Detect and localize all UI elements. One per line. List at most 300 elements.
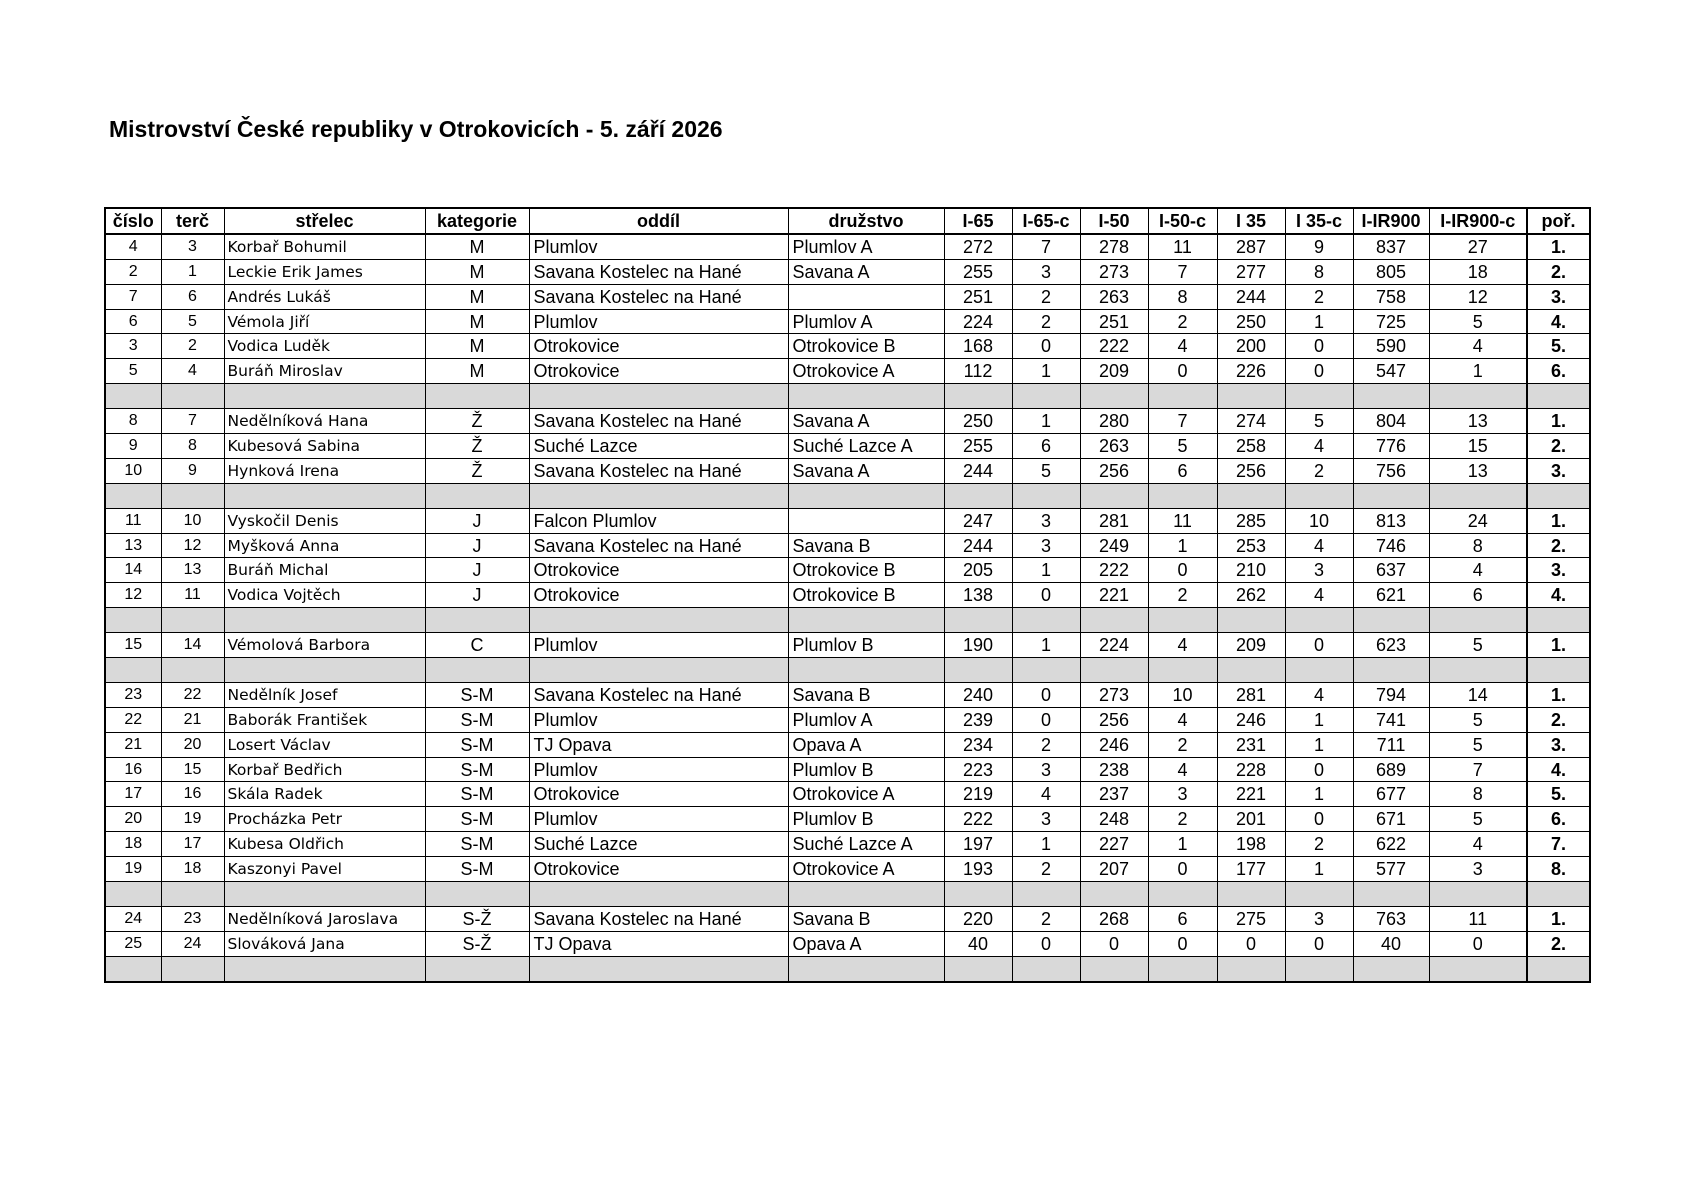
cell-poradi: 4. [1527, 757, 1590, 782]
col-header-ir900c: I-IR900-c [1429, 208, 1527, 234]
cell-i35: 209 [1217, 633, 1285, 658]
cell-i35: 275 [1217, 906, 1285, 931]
cell-cislo: 5 [105, 359, 161, 384]
cell-poradi: 1. [1527, 409, 1590, 434]
cell-i35c: 10 [1285, 508, 1353, 533]
cell-ir900: 794 [1353, 682, 1429, 707]
table-row [105, 807, 1590, 832]
cell-poradi: 8. [1527, 857, 1590, 882]
cell-cislo: 19 [105, 857, 161, 882]
separator-cell [1148, 658, 1217, 683]
cell-strelec: Procházka Petr [224, 807, 425, 832]
cell-druzstvo: Savana A [788, 259, 944, 284]
cell-kategorie: Ž [425, 434, 529, 459]
cell-poradi: 3. [1527, 284, 1590, 309]
cell-ir900: 590 [1353, 334, 1429, 359]
cell-poradi: 1. [1527, 633, 1590, 658]
cell-druzstvo: Suché Lazce A [788, 832, 944, 857]
separator-cell [529, 956, 788, 981]
cell-ir900c: 4 [1429, 334, 1527, 359]
cell-cislo: 8 [105, 409, 161, 434]
cell-kategorie: S-M [425, 707, 529, 732]
cell-cislo: 2 [105, 259, 161, 284]
cell-kategorie: C [425, 633, 529, 658]
cell-ir900c: 5 [1429, 807, 1527, 832]
cell-terc: 2 [161, 334, 224, 359]
cell-i65: 222 [944, 807, 1012, 832]
cell-i35c: 0 [1285, 931, 1353, 956]
cell-druzstvo: Plumlov A [788, 234, 944, 259]
cell-cislo: 12 [105, 583, 161, 608]
cell-poradi: 7. [1527, 832, 1590, 857]
separator-cell [1217, 956, 1285, 981]
table-row [105, 682, 1590, 707]
separator-cell [1012, 882, 1080, 907]
separator-cell [161, 384, 224, 409]
cell-i50c: 2 [1148, 309, 1217, 334]
cell-i65: 138 [944, 583, 1012, 608]
cell-cislo: 14 [105, 558, 161, 583]
col-header-i65c: I-65-c [1012, 208, 1080, 234]
table-row [105, 409, 1590, 434]
cell-i35: 250 [1217, 309, 1285, 334]
cell-i50c: 0 [1148, 857, 1217, 882]
separator-cell [1148, 882, 1217, 907]
cell-cislo: 23 [105, 682, 161, 707]
cell-strelec: Leckie Erik James [224, 259, 425, 284]
cell-poradi: 1. [1527, 234, 1590, 259]
cell-i65c: 2 [1012, 857, 1080, 882]
cell-kategorie: Ž [425, 409, 529, 434]
cell-i50c: 1 [1148, 533, 1217, 558]
separator-cell [1527, 882, 1590, 907]
separator-cell [1012, 956, 1080, 981]
cell-druzstvo: Otrokovice B [788, 558, 944, 583]
cell-i65c: 4 [1012, 782, 1080, 807]
col-header-i50c: I-50-c [1148, 208, 1217, 234]
separator-cell [1527, 483, 1590, 508]
separator-cell [1285, 882, 1353, 907]
cell-i50c: 4 [1148, 633, 1217, 658]
cell-poradi: 1. [1527, 682, 1590, 707]
cell-i50c: 8 [1148, 284, 1217, 309]
cell-ir900c: 4 [1429, 558, 1527, 583]
cell-terc: 21 [161, 707, 224, 732]
cell-terc: 14 [161, 633, 224, 658]
cell-ir900: 725 [1353, 309, 1429, 334]
cell-i50: 237 [1080, 782, 1148, 807]
cell-i65c: 1 [1012, 359, 1080, 384]
table-row [105, 757, 1590, 782]
cell-cislo: 9 [105, 434, 161, 459]
cell-poradi: 6. [1527, 807, 1590, 832]
cell-ir900: 689 [1353, 757, 1429, 782]
cell-ir900: 623 [1353, 633, 1429, 658]
cell-kategorie: J [425, 558, 529, 583]
cell-ir900c: 7 [1429, 757, 1527, 782]
cell-ir900c: 27 [1429, 234, 1527, 259]
cell-terc: 12 [161, 533, 224, 558]
cell-poradi: 5. [1527, 334, 1590, 359]
cell-terc: 19 [161, 807, 224, 832]
separator-cell [1285, 483, 1353, 508]
separator-cell [1285, 608, 1353, 633]
cell-i65c: 0 [1012, 334, 1080, 359]
cell-terc: 1 [161, 259, 224, 284]
cell-i50: 222 [1080, 334, 1148, 359]
cell-cislo: 15 [105, 633, 161, 658]
cell-strelec: Hynková Irena [224, 458, 425, 483]
table-row [105, 558, 1590, 583]
separator-cell [944, 956, 1012, 981]
cell-poradi: 2. [1527, 533, 1590, 558]
separator-cell [425, 608, 529, 633]
separator-cell [161, 483, 224, 508]
cell-ir900: 805 [1353, 259, 1429, 284]
cell-i35c: 0 [1285, 359, 1353, 384]
table-row [105, 259, 1590, 284]
cell-poradi: 3. [1527, 558, 1590, 583]
cell-i50c: 4 [1148, 707, 1217, 732]
separator-cell [529, 483, 788, 508]
separator-cell [529, 608, 788, 633]
separator-cell [161, 608, 224, 633]
cell-oddil: Otrokovice [529, 558, 788, 583]
cell-oddil: TJ Opava [529, 931, 788, 956]
separator-cell [1527, 608, 1590, 633]
separator-cell [788, 608, 944, 633]
cell-i35c: 0 [1285, 757, 1353, 782]
cell-poradi: 5. [1527, 782, 1590, 807]
table-row [105, 857, 1590, 882]
cell-i35: 226 [1217, 359, 1285, 384]
separator-cell [224, 608, 425, 633]
cell-strelec: Kubesa Oldřich [224, 832, 425, 857]
cell-poradi: 2. [1527, 434, 1590, 459]
category-separator-row [105, 658, 1590, 683]
cell-i65c: 2 [1012, 906, 1080, 931]
cell-i35: 274 [1217, 409, 1285, 434]
cell-druzstvo: Savana B [788, 682, 944, 707]
cell-cislo: 16 [105, 757, 161, 782]
cell-ir900c: 13 [1429, 458, 1527, 483]
cell-cislo: 10 [105, 458, 161, 483]
cell-i50c: 3 [1148, 782, 1217, 807]
cell-i35: 281 [1217, 682, 1285, 707]
col-header-i35c: I 35-c [1285, 208, 1353, 234]
cell-ir900c: 5 [1429, 309, 1527, 334]
cell-kategorie: S-M [425, 682, 529, 707]
cell-druzstvo: Savana B [788, 533, 944, 558]
cell-poradi: 3. [1527, 458, 1590, 483]
cell-i35c: 1 [1285, 707, 1353, 732]
cell-i35c: 0 [1285, 334, 1353, 359]
separator-cell [1012, 658, 1080, 683]
cell-i35: 200 [1217, 334, 1285, 359]
cell-oddil: Suché Lazce [529, 832, 788, 857]
separator-cell [1080, 384, 1148, 409]
separator-cell [788, 882, 944, 907]
cell-i65c: 3 [1012, 807, 1080, 832]
cell-strelec: Korbař Bedřich [224, 757, 425, 782]
cell-i35: 228 [1217, 757, 1285, 782]
separator-cell [1217, 658, 1285, 683]
col-header-kategorie: kategorie [425, 208, 529, 234]
cell-ir900: 756 [1353, 458, 1429, 483]
cell-cislo: 22 [105, 707, 161, 732]
col-header-ir900: I-IR900 [1353, 208, 1429, 234]
table-row [105, 906, 1590, 931]
cell-druzstvo: Savana A [788, 458, 944, 483]
separator-cell [1148, 384, 1217, 409]
table-row [105, 508, 1590, 533]
cell-strelec: Kaszonyi Pavel [224, 857, 425, 882]
cell-i65: 247 [944, 508, 1012, 533]
separator-cell [944, 882, 1012, 907]
separator-cell [1285, 956, 1353, 981]
cell-i35: 258 [1217, 434, 1285, 459]
cell-strelec: Nedělník Josef [224, 682, 425, 707]
cell-terc: 10 [161, 508, 224, 533]
cell-ir900c: 1 [1429, 359, 1527, 384]
cell-poradi: 2. [1527, 259, 1590, 284]
cell-cislo: 3 [105, 334, 161, 359]
cell-i50: 249 [1080, 533, 1148, 558]
cell-ir900: 758 [1353, 284, 1429, 309]
cell-i65c: 0 [1012, 583, 1080, 608]
cell-i65c: 1 [1012, 409, 1080, 434]
col-header-i65: I-65 [944, 208, 1012, 234]
cell-cislo: 4 [105, 234, 161, 259]
cell-cislo: 21 [105, 732, 161, 757]
cell-kategorie: S-M [425, 832, 529, 857]
cell-i35c: 1 [1285, 732, 1353, 757]
cell-ir900: 621 [1353, 583, 1429, 608]
cell-kategorie: S-Ž [425, 931, 529, 956]
separator-cell [1080, 956, 1148, 981]
cell-terc: 18 [161, 857, 224, 882]
cell-i65c: 2 [1012, 732, 1080, 757]
cell-i50: 227 [1080, 832, 1148, 857]
cell-ir900: 813 [1353, 508, 1429, 533]
separator-cell [161, 956, 224, 981]
cell-oddil: Otrokovice [529, 782, 788, 807]
cell-i50: 273 [1080, 682, 1148, 707]
separator-cell [1080, 608, 1148, 633]
cell-i65: 251 [944, 284, 1012, 309]
cell-i50: 0 [1080, 931, 1148, 956]
cell-i50: 246 [1080, 732, 1148, 757]
cell-i65c: 3 [1012, 533, 1080, 558]
cell-i35: 244 [1217, 284, 1285, 309]
separator-cell [1353, 483, 1429, 508]
table-row [105, 434, 1590, 459]
cell-i65: 223 [944, 757, 1012, 782]
separator-cell [1353, 882, 1429, 907]
category-separator-row [105, 483, 1590, 508]
cell-i65: 244 [944, 458, 1012, 483]
cell-terc: 11 [161, 583, 224, 608]
cell-poradi: 2. [1527, 707, 1590, 732]
cell-strelec: Nedělníková Hana [224, 409, 425, 434]
cell-ir900c: 5 [1429, 633, 1527, 658]
cell-ir900c: 14 [1429, 682, 1527, 707]
cell-i65: 272 [944, 234, 1012, 259]
separator-cell [944, 608, 1012, 633]
separator-cell [944, 384, 1012, 409]
cell-kategorie: S-M [425, 807, 529, 832]
table-row [105, 707, 1590, 732]
cell-i50c: 2 [1148, 807, 1217, 832]
cell-i65: 219 [944, 782, 1012, 807]
table-row [105, 931, 1590, 956]
cell-oddil: Otrokovice [529, 583, 788, 608]
cell-i65c: 1 [1012, 633, 1080, 658]
cell-cislo: 25 [105, 931, 161, 956]
cell-i35: 201 [1217, 807, 1285, 832]
cell-ir900c: 6 [1429, 583, 1527, 608]
cell-cislo: 11 [105, 508, 161, 533]
cell-i50c: 6 [1148, 458, 1217, 483]
cell-strelec: Buráň Miroslav [224, 359, 425, 384]
cell-i35: 256 [1217, 458, 1285, 483]
cell-poradi: 1. [1527, 906, 1590, 931]
table-row [105, 533, 1590, 558]
cell-ir900: 746 [1353, 533, 1429, 558]
separator-cell [1353, 658, 1429, 683]
cell-i50c: 2 [1148, 583, 1217, 608]
cell-druzstvo: Plumlov B [788, 757, 944, 782]
cell-druzstvo [788, 284, 944, 309]
cell-poradi: 4. [1527, 583, 1590, 608]
cell-cislo: 6 [105, 309, 161, 334]
separator-cell [944, 658, 1012, 683]
cell-ir900: 741 [1353, 707, 1429, 732]
cell-ir900c: 8 [1429, 782, 1527, 807]
cell-i65c: 1 [1012, 832, 1080, 857]
separator-cell [1429, 483, 1527, 508]
cell-i50: 207 [1080, 857, 1148, 882]
separator-cell [224, 483, 425, 508]
separator-cell [1012, 608, 1080, 633]
separator-cell [1285, 384, 1353, 409]
page-title: Mistrovství České republiky v Otrokovicích - 5. září 2026 [109, 116, 723, 142]
cell-i65c: 2 [1012, 309, 1080, 334]
cell-poradi: 4. [1527, 309, 1590, 334]
cell-strelec: Vyskočil Denis [224, 508, 425, 533]
cell-terc: 23 [161, 906, 224, 931]
cell-strelec: Nedělníková Jaroslava [224, 906, 425, 931]
cell-poradi: 2. [1527, 931, 1590, 956]
cell-terc: 5 [161, 309, 224, 334]
cell-kategorie: S-M [425, 757, 529, 782]
cell-druzstvo: Opava A [788, 732, 944, 757]
cell-druzstvo: Plumlov B [788, 807, 944, 832]
cell-kategorie: S-M [425, 857, 529, 882]
cell-i50c: 4 [1148, 757, 1217, 782]
cell-i35: 277 [1217, 259, 1285, 284]
separator-cell [224, 882, 425, 907]
separator-cell [1012, 384, 1080, 409]
separator-cell [105, 956, 161, 981]
separator-cell [788, 483, 944, 508]
cell-i35: 177 [1217, 857, 1285, 882]
cell-ir900c: 4 [1429, 832, 1527, 857]
cell-ir900: 671 [1353, 807, 1429, 832]
table-row [105, 732, 1590, 757]
cell-oddil: Suché Lazce [529, 434, 788, 459]
cell-i35c: 4 [1285, 583, 1353, 608]
cell-kategorie: M [425, 334, 529, 359]
cell-i35: 262 [1217, 583, 1285, 608]
cell-druzstvo: Plumlov A [788, 309, 944, 334]
cell-i50: 263 [1080, 434, 1148, 459]
cell-terc: 7 [161, 409, 224, 434]
cell-oddil: Falcon Plumlov [529, 508, 788, 533]
col-header-druzstvo: družstvo [788, 208, 944, 234]
cell-ir900: 837 [1353, 234, 1429, 259]
col-header-terc: terč [161, 208, 224, 234]
cell-i65c: 5 [1012, 458, 1080, 483]
cell-i35c: 4 [1285, 682, 1353, 707]
separator-cell [105, 483, 161, 508]
cell-i50: 251 [1080, 309, 1148, 334]
cell-cislo: 20 [105, 807, 161, 832]
cell-druzstvo: Plumlov B [788, 633, 944, 658]
cell-i65c: 0 [1012, 682, 1080, 707]
cell-oddil: Savana Kostelec na Hané [529, 259, 788, 284]
separator-cell [105, 658, 161, 683]
cell-i65: 40 [944, 931, 1012, 956]
cell-i65: 190 [944, 633, 1012, 658]
cell-i35c: 3 [1285, 906, 1353, 931]
separator-cell [1217, 483, 1285, 508]
cell-oddil: Savana Kostelec na Hané [529, 458, 788, 483]
separator-cell [425, 882, 529, 907]
separator-cell [788, 658, 944, 683]
header-row [105, 208, 1590, 234]
cell-i35: 253 [1217, 533, 1285, 558]
separator-cell [1429, 882, 1527, 907]
cell-i35: 287 [1217, 234, 1285, 259]
cell-strelec: Korbař Bohumil [224, 234, 425, 259]
cell-i50: 209 [1080, 359, 1148, 384]
table-row [105, 309, 1590, 334]
table-row [105, 458, 1590, 483]
cell-strelec: Vodica Vojtěch [224, 583, 425, 608]
cell-ir900c: 15 [1429, 434, 1527, 459]
separator-cell [1527, 658, 1590, 683]
cell-poradi: 1. [1527, 508, 1590, 533]
cell-ir900c: 24 [1429, 508, 1527, 533]
category-separator-row [105, 882, 1590, 907]
cell-i35c: 2 [1285, 832, 1353, 857]
cell-ir900: 763 [1353, 906, 1429, 931]
cell-kategorie: J [425, 533, 529, 558]
cell-strelec: Skála Radek [224, 782, 425, 807]
cell-i35c: 3 [1285, 558, 1353, 583]
separator-cell [105, 882, 161, 907]
separator-cell [1527, 384, 1590, 409]
cell-kategorie: S-M [425, 782, 529, 807]
separator-cell [161, 882, 224, 907]
separator-cell [425, 658, 529, 683]
cell-i65c: 3 [1012, 508, 1080, 533]
cell-i35c: 1 [1285, 857, 1353, 882]
cell-kategorie: M [425, 309, 529, 334]
col-header-strelec: střelec [224, 208, 425, 234]
cell-i50: 222 [1080, 558, 1148, 583]
